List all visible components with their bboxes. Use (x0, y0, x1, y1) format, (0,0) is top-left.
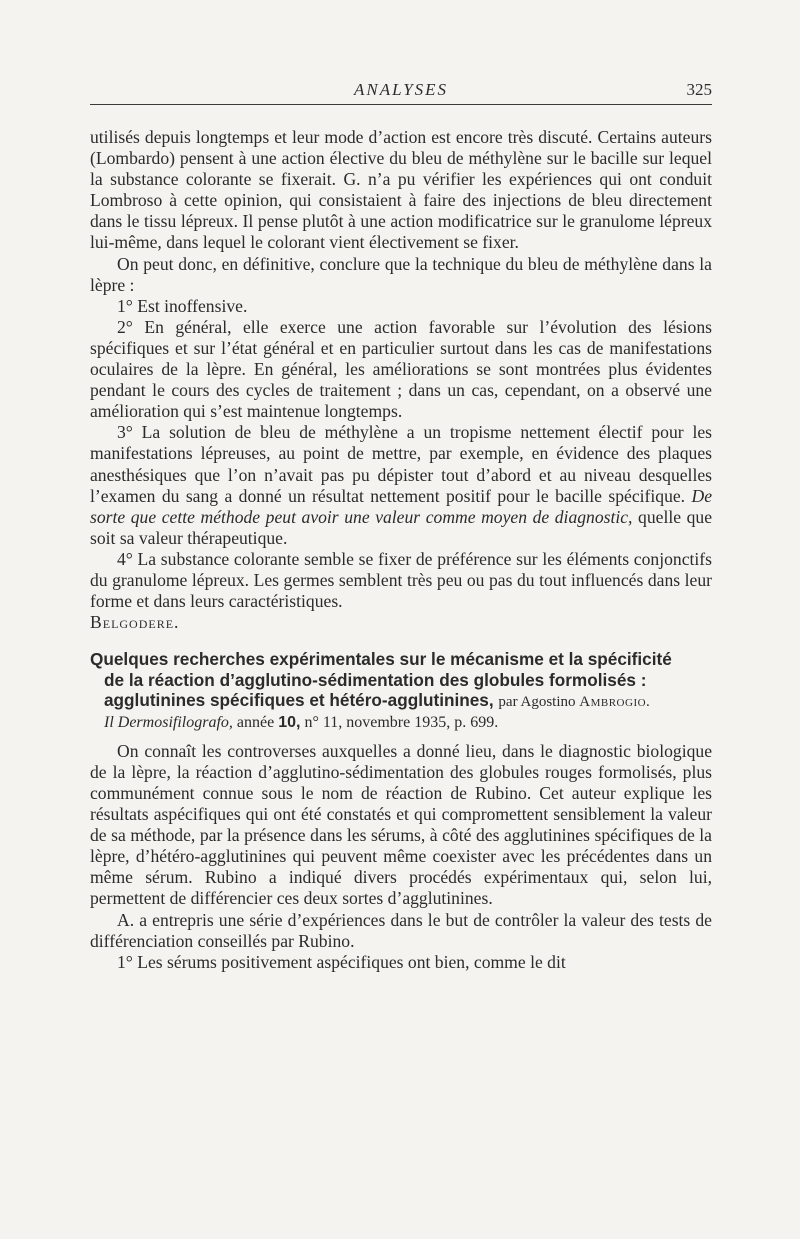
paragraph: 2° En général, elle exerce une action favorable sur l’évolution des lésions spécifiques et sur l’état général et en particulier surtout dans les cas de manifestations oculaires de la lèpre. En général, les améliorations se sont montrées plus évidentes pendant le cours des cycles de traitement ; dans un cas, cependant, on a observé une amélioration qui s’est maintenue longtemps. (90, 316, 712, 422)
page-number: 325 (686, 80, 712, 99)
article-title (90, 649, 712, 713)
paragraph-text: 3° La solution de bleu de méthylène a un tropisme nettement électif pour les manifestations lépreuses, au point de mettre, par exemple, en évidence des plaques anesthésiques que l’on n’avait pas pu dépister tout d’abord et au niveau desquelles l’examen du sang a donné un résultat nettement positif pour le bacille spécifique. (90, 422, 712, 506)
paragraph: 4° La substance colorante semble se fixer de préférence sur les éléments conjonctifs du granulome lépreux. Les germes semblent très peu ou pas du tout influencés dans leur forme et dans leurs caractéristiques. (90, 548, 712, 612)
source-reference (90, 713, 712, 733)
title-line: de la réaction d’agglutino-sédimentation des globules formolisés : (104, 669, 647, 690)
paragraph: On connaît les controverses auxquelles a donné lieu, dans le diagnostic biologique de la lèpre, la réaction d’agglutino-sédimentation des globules rouges formolisés, plus communément connue sous le nom de réaction de Rubino. Cet auteur explique les résultats aspécifiques qui ont été constatés et qui compromettent sensiblement la valeur de sa méthode, par la présence dans les sérums, à côté des agglutinines spécifiques de la lèpre, d’hétéro-agglutinines qui peuvent même coexister avec les précédentes dans un même sérum. Rubino a indiqué divers procédés expérimentaux qui, selon lui, permettent de différencier ces deux sortes d’agglutinines. (90, 740, 712, 909)
paragraph (90, 422, 712, 549)
byline-prefix: par Agostino (498, 694, 576, 711)
paragraph: On peut donc, en définitive, conclure que la technique du bleu de méthylène dans la lèpre : (90, 253, 712, 295)
running-header (90, 80, 712, 105)
reviewer-signature: Belgodere. (90, 612, 180, 633)
title-text: agglutinines spécifiques et hétéro-agglutinines, (104, 690, 494, 711)
byline (498, 694, 650, 710)
paragraph: A. a entrepris une série d’expériences dans le but de contrôler la valeur des tests de différenciation conseillés par Rubino. (90, 909, 712, 951)
year-label: année (236, 713, 275, 731)
paragraph-text: quelle que soit sa valeur thérapeutique. (90, 506, 713, 548)
page-body (90, 127, 712, 973)
review-body (90, 741, 712, 973)
running-title: ANALYSES (353, 80, 449, 99)
paragraph: 1° Est inoffensive. (117, 295, 248, 316)
title-line: Quelques recherches expérimentales sur le mécanisme et la spécificité (90, 649, 672, 670)
journal-name: Il Dermosifilografo, (104, 713, 233, 731)
title-line (90, 690, 712, 713)
author-name: Ambrogio. (579, 694, 651, 711)
volume-number: 10, (278, 713, 301, 731)
issue-details: n° 11, novembre 1935, p. 699. (304, 713, 499, 731)
italic-emphasis: De sorte que cette méthode peut avoir une valeur comme moyen de diagnostic, (90, 485, 712, 527)
paragraph: 1° Les sérums positivement aspécifiques ont bien, comme le dit (117, 951, 566, 972)
paragraph: utilisés depuis longtemps et leur mode d’action est encore très discuté. Certains auteurs (Lombardo) pensent à une action élective du bleu de méthylène sur le bacille sur lequel la substance colorante se fixerait. G. n’a pu vérifier les expériences qui ont conduit Lombroso à cette opinion, qui consistaient à faire des injections de bleu directement dans le tissu lépreux. Il pense plutôt à une action modificatrice sur le granulome lépreux lui-même, dans lequel le colorant vient électivement se fixer. (90, 127, 712, 253)
